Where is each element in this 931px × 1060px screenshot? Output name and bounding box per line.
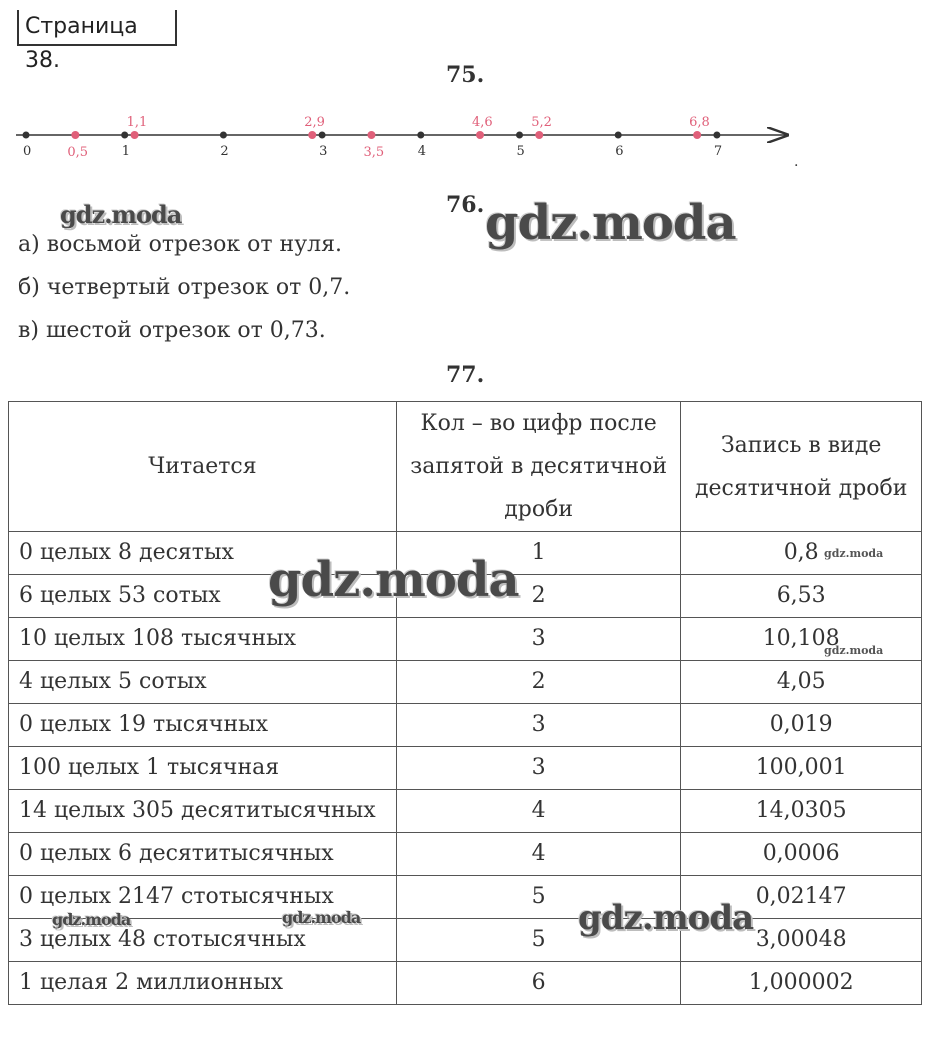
watermark-8: gdz.moda [578, 898, 754, 938]
cell-digits: 5 [396, 919, 680, 962]
table-row [9, 919, 922, 962]
cell-digits: 6 [396, 962, 680, 1005]
cell-decimal: 0,8 [681, 532, 922, 575]
table-row [9, 790, 922, 833]
cell-digits: 5 [396, 876, 680, 919]
axis-tick-label: 1 [121, 144, 130, 159]
axis-point-label: 3,5 [363, 145, 385, 160]
axis-tick-1 [121, 132, 128, 139]
cell-decimal: 0,0006 [681, 833, 922, 876]
cell-reading: 0 целых 8 десятых [9, 532, 397, 575]
task-77-number: 77. [446, 362, 485, 388]
table-row [9, 876, 922, 919]
axis-tick-label: 0 [23, 144, 32, 159]
table-row [9, 747, 922, 790]
axis-tick-label: 3 [319, 144, 328, 159]
table-row [9, 618, 922, 661]
axis-tick-2 [220, 132, 227, 139]
axis-point-3,5 [367, 131, 375, 139]
cell-digits: 3 [396, 747, 680, 790]
axis-points [67, 115, 709, 160]
answers-table [8, 401, 922, 1005]
axis-point-label: 0,5 [67, 145, 89, 160]
axis-tick-4 [417, 132, 424, 139]
cell-reading: 0 целых 6 десятитысячных [9, 833, 397, 876]
cell-reading: 6 целых 53 сотых [9, 575, 397, 618]
cell-reading: 0 целых 19 тысячных [9, 704, 397, 747]
table-header-row [9, 402, 922, 532]
cell-digits: 3 [396, 704, 680, 747]
axis-tick-3 [319, 132, 326, 139]
cell-decimal: 100,001 [681, 747, 922, 790]
task-76-number: 76. [446, 192, 485, 218]
watermark-3: gdz.moda [268, 552, 519, 608]
cell-decimal: 4,05 [681, 661, 922, 704]
watermark-1: gdz.moda [60, 200, 182, 229]
table-row [9, 661, 922, 704]
watermark-6: gdz.moda [52, 910, 131, 929]
header-digit-count: Кол – во цифр после запятой в десятичной дроби [396, 402, 680, 532]
cell-decimal: 10,108 [681, 618, 922, 661]
axis-tick-label: 6 [615, 144, 624, 159]
cell-decimal: 0,02147 [681, 876, 922, 919]
axis-point-1,1 [131, 131, 139, 139]
axis-point-label: 1,1 [126, 115, 148, 130]
axis-point-label: 5,2 [531, 115, 552, 130]
cell-reading: 14 целых 305 десятитысячных [9, 790, 397, 833]
header-reading: Читается [9, 402, 397, 532]
axis-tick-label: 4 [417, 144, 427, 159]
task-76-line-a: а) восьмой отрезок от нуля. [18, 232, 343, 257]
axis-point-label: 6,8 [689, 115, 710, 130]
cell-digits: 4 [396, 790, 680, 833]
cell-reading: 1 целая 2 миллионных [9, 962, 397, 1005]
page-label: Страница 38. [17, 10, 177, 46]
cell-reading: 100 целых 1 тысячная [9, 747, 397, 790]
cell-digits: 2 [396, 575, 680, 618]
cell-decimal: 6,53 [681, 575, 922, 618]
axis-point-label: 2,9 [304, 115, 325, 130]
axis-point-label: 4,6 [472, 115, 493, 130]
axis-tick-5 [516, 132, 523, 139]
watermark-7: gdz.moda [282, 908, 361, 927]
table-row [9, 704, 922, 747]
cell-digits: 2 [396, 661, 680, 704]
cell-decimal: 1,000002 [681, 962, 922, 1005]
task-75-number: 75. [446, 62, 485, 88]
cell-digits: 3 [396, 618, 680, 661]
axis-point-5,2 [535, 131, 543, 139]
axis-point-6,8 [693, 131, 701, 139]
axis-point-0,5 [71, 131, 79, 139]
axis-tick-label: 5 [516, 144, 525, 159]
cell-decimal: 14,0305 [681, 790, 922, 833]
axis-tick-7 [713, 132, 720, 139]
cell-digits: 1 [396, 532, 680, 575]
watermark-2: gdz.moda [485, 195, 736, 251]
axis-point-2,9 [308, 131, 316, 139]
axis-point-4,6 [476, 131, 484, 139]
cell-digits: 4 [396, 833, 680, 876]
cell-decimal: 0,019 [681, 704, 922, 747]
watermark-5: gdz.moda [824, 644, 884, 657]
cell-decimal: 3,00048 [681, 919, 922, 962]
axis-tick-label: 2 [220, 144, 229, 159]
table-row [9, 833, 922, 876]
header-decimal-notation: Запись в виде десятичной дроби [681, 402, 922, 532]
task-76-line-c: в) шестой отрезок от 0,73. [18, 318, 326, 343]
table-row [9, 962, 922, 1005]
cell-reading: 0 целых 2147 стотысячных [9, 876, 397, 919]
cell-reading: 3 целых 48 стотысячных [9, 919, 397, 962]
axis-tick-0 [23, 132, 30, 139]
number-line [0, 100, 931, 180]
cell-reading: 4 целых 5 сотых [9, 661, 397, 704]
axis-tick-label: 7 [713, 144, 723, 159]
trailing-dot: . [794, 154, 799, 170]
cell-reading: 10 целых 108 тысячных [9, 618, 397, 661]
watermark-4: gdz.moda [824, 547, 884, 560]
axis-tick-6 [615, 132, 622, 139]
task-76-line-b: б) четвертый отрезок от 0,7. [18, 275, 351, 300]
